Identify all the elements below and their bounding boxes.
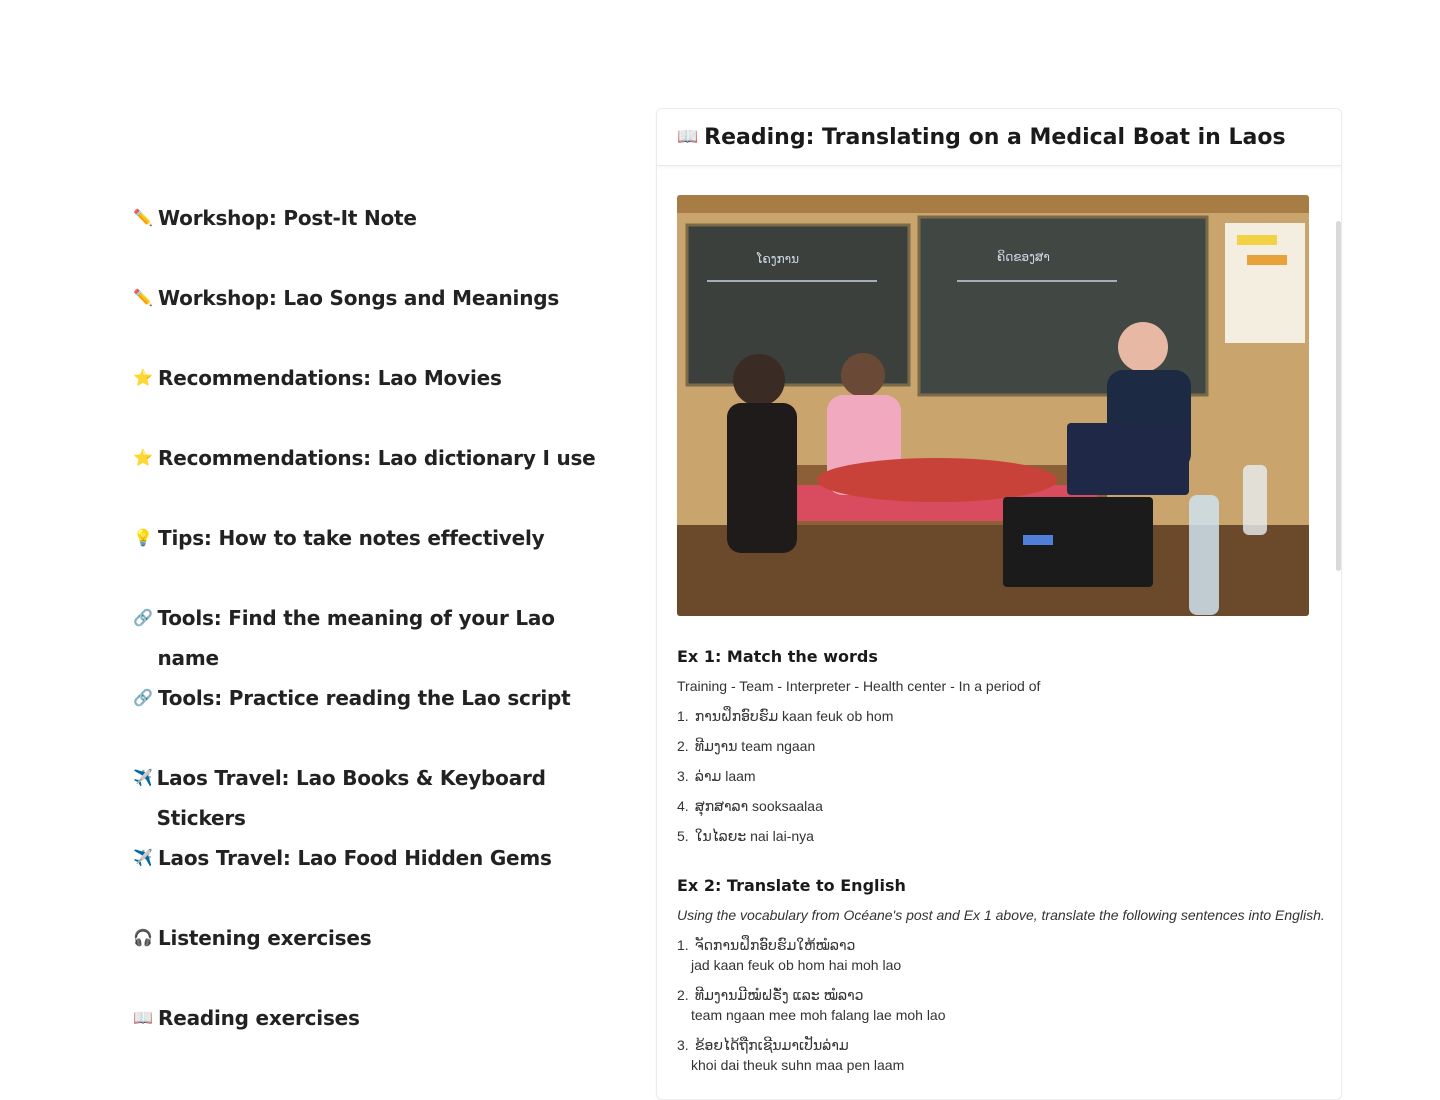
nav-item-label: Recommendations: Lao dictionary I use — [158, 446, 596, 470]
ceiling-beam — [677, 195, 1309, 213]
lightbulb-icon: 💡 — [133, 528, 153, 547]
nav-item-label: Reading exercises — [158, 1006, 360, 1030]
item-text: ສຸກສາລາ sooksaalaa — [694, 798, 823, 814]
classroom-medical-photo — [677, 195, 1309, 616]
pencil-icon: ✏️ — [133, 208, 153, 227]
nav-item-lao-songs-workshop[interactable] — [133, 278, 613, 358]
exercise-1-item — [677, 798, 823, 815]
headphones-icon: 🎧 — [133, 928, 153, 947]
exercise-2-title: Ex 2: Translate to English — [677, 876, 906, 895]
panel-content — [677, 195, 1309, 616]
item-number: 3. — [677, 768, 689, 784]
exercise-1-item — [677, 828, 814, 845]
exercise-2-item — [677, 1037, 849, 1054]
nav-item-label: Laos Travel: Lao Food Hidden Gems — [158, 846, 552, 870]
nav-item-post-it-workshop[interactable] — [133, 198, 613, 278]
item-number: 2. — [677, 987, 689, 1003]
book-icon: 📖 — [677, 127, 699, 147]
device-display — [1023, 535, 1053, 545]
nav-item-label: Workshop: Lao Songs and Meanings — [158, 286, 560, 310]
pencil-icon: ✏️ — [133, 288, 153, 307]
romanized-sentence: khoi dai theuk suhn maa pen laam — [691, 1057, 905, 1073]
exercise-1-item — [677, 768, 756, 785]
nav-item-label: Tools: Practice reading the Lao script — [158, 686, 571, 710]
nav-item-label: Laos Travel: Lao Books & Keyboard Stickers — [156, 766, 546, 830]
exercise-1-item — [677, 738, 815, 755]
interpreter-head — [733, 354, 785, 406]
water-bottle — [1189, 495, 1219, 615]
book-icon: 📖 — [133, 1008, 153, 1027]
star-icon: ⭐ — [133, 368, 153, 387]
exercise-1-title: Ex 1: Match the words — [677, 647, 878, 666]
patient — [817, 458, 1057, 502]
doctor-head — [1118, 322, 1168, 372]
link-icon: 🔗 — [133, 608, 153, 627]
romanized-sentence: team ngaan mee moh falang lae moh lao — [691, 1007, 946, 1023]
poster-sticker — [1237, 235, 1277, 245]
laptop — [1067, 423, 1189, 495]
scrollbar[interactable] — [1336, 221, 1341, 571]
lao-sentence: ທີມງານມີໝໍຝຣັ່ງ ແລະ ໝໍລາວ — [694, 987, 864, 1003]
star-icon: ⭐ — [133, 448, 153, 467]
airplane-icon: ✈️ — [133, 848, 153, 867]
item-number: 1. — [677, 937, 689, 953]
panel-header — [657, 109, 1341, 166]
interpreter-body — [727, 403, 797, 553]
lao-sentence: ຈັດການຝຶກອົບຮົມໃຫ້ໝໍລາວ — [694, 937, 856, 953]
nurse-head — [841, 353, 885, 397]
nav-item-label: Tips: How to take notes effectively — [158, 526, 545, 550]
nav-item-label: Workshop: Post-It Note — [158, 206, 417, 230]
nav-item-label: Recommendations: Lao Movies — [158, 366, 502, 390]
nav-item-lao-books[interactable] — [133, 758, 613, 838]
romanized-sentence: jad kaan feuk ob hom hai moh lao — [691, 957, 902, 973]
item-text: ທີມງານ team ngaan — [694, 738, 816, 754]
exercise-2-instruction: Using the vocabulary from Océane's post and Ex 1 above, translate the following sentences into English. — [677, 907, 1325, 923]
item-text: ໃນໄລຍະ nai lai-nya — [694, 828, 814, 844]
panel-title: Reading: Translating on a Medical Boat in Laos — [704, 124, 1286, 150]
chalk-text-left: ໂຄງການ — [757, 252, 799, 266]
nav-item-label: Listening exercises — [158, 926, 372, 950]
item-text: ການຝຶກອົບຮົມ kaan feuk ob hom — [694, 708, 894, 724]
nav-item-lao-dictionary[interactable] — [133, 438, 613, 518]
nav-item-lao-food[interactable] — [133, 838, 613, 918]
nav-item-note-tips[interactable] — [133, 518, 613, 598]
link-icon: 🔗 — [133, 688, 153, 707]
nav-item-lao-name-tool[interactable] — [133, 598, 613, 678]
exercise-2-item — [677, 987, 864, 1004]
reading-panel — [656, 108, 1342, 1100]
exercise-2-item — [677, 937, 855, 954]
exercise-1-word-bank: Training - Team - Interpreter - Health center - In a period of — [677, 678, 1041, 694]
nav-item-label: Tools: Find the meaning of your Lao name — [157, 606, 555, 670]
item-number: 4. — [677, 798, 689, 814]
item-number: 3. — [677, 1037, 689, 1053]
nav-item-listening[interactable] — [133, 918, 613, 998]
item-number: 2. — [677, 738, 689, 754]
item-text: ລ່າມ laam — [694, 768, 756, 784]
poster-sticker — [1247, 255, 1287, 265]
item-number: 1. — [677, 708, 689, 724]
item-number: 5. — [677, 828, 689, 844]
nav-item-reading[interactable] — [133, 998, 613, 1078]
chalkboard-right — [919, 217, 1207, 395]
airplane-icon: ✈️ — [133, 768, 153, 787]
lao-sentence: ຂ້ອຍໄດ້ຖືກເຊີນມາເປັນລ່າມ — [694, 1037, 849, 1053]
chalk-text-right: ຄິດຂອງສາ — [997, 250, 1050, 264]
exercise-1-item — [677, 708, 893, 725]
nav-item-lao-script-tool[interactable] — [133, 678, 613, 758]
sidebar-nav — [133, 198, 613, 1078]
nav-item-lao-movies[interactable] — [133, 358, 613, 438]
water-bottle — [1243, 465, 1267, 535]
